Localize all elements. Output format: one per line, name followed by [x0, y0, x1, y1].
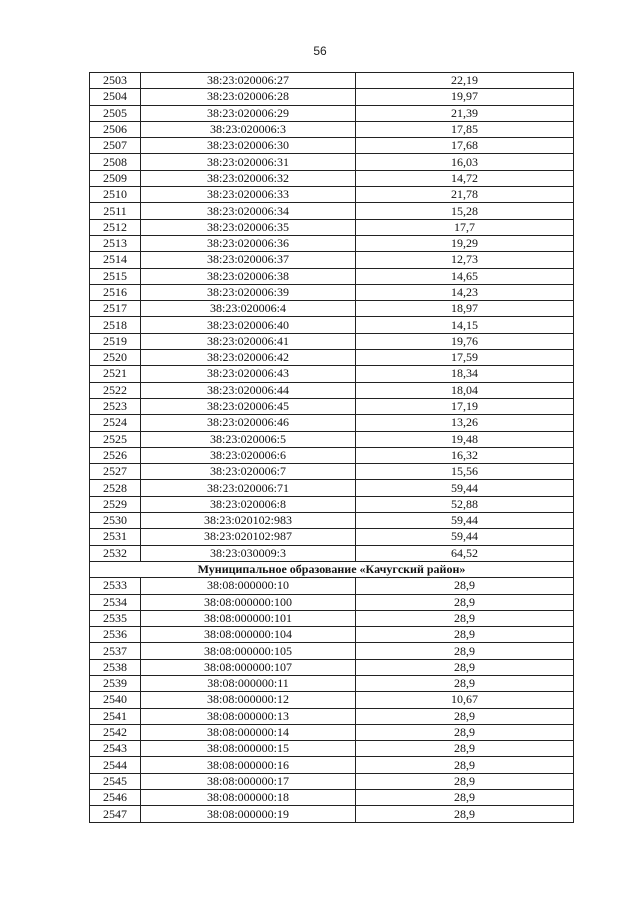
cadastral-number-cell: 38:23:020006:3 — [141, 121, 356, 137]
cadastral-number-cell: 38:23:020006:40 — [141, 317, 356, 333]
table-row — [90, 496, 574, 512]
cadastral-number-cell: 38:08:000000:16 — [141, 757, 356, 773]
cadastral-number-cell: 38:23:020006:71 — [141, 480, 356, 496]
cadastral-number-cell: 38:08:000000:11 — [141, 675, 356, 691]
value-cell: 19,97 — [356, 89, 574, 105]
row-number-cell: 2543 — [90, 741, 141, 757]
cadastral-number-cell: 38:08:000000:104 — [141, 627, 356, 643]
value-cell: 17,19 — [356, 398, 574, 414]
table-row — [90, 284, 574, 300]
table-body-part-1 — [90, 73, 574, 562]
cadastral-number-cell: 38:23:020006:8 — [141, 496, 356, 512]
value-cell: 59,44 — [356, 480, 574, 496]
row-number-cell: 2535 — [90, 610, 141, 626]
row-number-cell: 2519 — [90, 333, 141, 349]
cadastral-number-cell: 38:23:020006:33 — [141, 187, 356, 203]
cadastral-number-cell: 38:08:000000:15 — [141, 741, 356, 757]
value-cell: 17,7 — [356, 219, 574, 235]
value-cell: 21,78 — [356, 187, 574, 203]
cadastral-number-cell: 38:23:020006:43 — [141, 366, 356, 382]
row-number-cell: 2542 — [90, 724, 141, 740]
value-cell: 59,44 — [356, 529, 574, 545]
table-row — [90, 235, 574, 251]
value-cell: 14,65 — [356, 268, 574, 284]
row-number-cell: 2533 — [90, 578, 141, 594]
cadastral-value-table — [89, 72, 574, 823]
row-number-cell: 2513 — [90, 235, 141, 251]
cadastral-number-cell: 38:08:000000:14 — [141, 724, 356, 740]
cadastral-number-cell: 38:23:020006:37 — [141, 252, 356, 268]
value-cell: 17,59 — [356, 350, 574, 366]
row-number-cell: 2537 — [90, 643, 141, 659]
value-cell: 28,9 — [356, 806, 574, 822]
row-number-cell: 2503 — [90, 73, 141, 89]
row-number-cell: 2528 — [90, 480, 141, 496]
value-cell: 19,29 — [356, 235, 574, 251]
value-cell: 28,9 — [356, 757, 574, 773]
row-number-cell: 2510 — [90, 187, 141, 203]
table-row — [90, 398, 574, 414]
value-cell: 21,39 — [356, 105, 574, 121]
cadastral-number-cell: 38:23:020006:28 — [141, 89, 356, 105]
table-row — [90, 513, 574, 529]
row-number-cell: 2514 — [90, 252, 141, 268]
table-row — [90, 431, 574, 447]
cadastral-number-cell: 38:23:020006:39 — [141, 284, 356, 300]
cadastral-number-cell: 38:23:020006:5 — [141, 431, 356, 447]
cadastral-number-cell: 38:23:020006:32 — [141, 170, 356, 186]
row-number-cell: 2526 — [90, 447, 141, 463]
row-number-cell: 2518 — [90, 317, 141, 333]
row-number-cell: 2529 — [90, 496, 141, 512]
cadastral-number-cell: 38:23:020006:35 — [141, 219, 356, 235]
table-row — [90, 187, 574, 203]
value-cell: 28,9 — [356, 741, 574, 757]
value-cell: 15,56 — [356, 464, 574, 480]
cadastral-number-cell: 38:08:000000:18 — [141, 790, 356, 806]
section-header-group — [90, 561, 574, 577]
table-row — [90, 73, 574, 89]
row-number-cell: 2517 — [90, 301, 141, 317]
section-title: Муниципальное образование «Качугский район» — [90, 561, 574, 577]
row-number-cell: 2539 — [90, 675, 141, 691]
row-number-cell: 2545 — [90, 773, 141, 789]
value-cell: 59,44 — [356, 513, 574, 529]
row-number-cell: 2536 — [90, 627, 141, 643]
cadastral-number-cell: 38:23:020006:36 — [141, 235, 356, 251]
value-cell: 28,9 — [356, 610, 574, 626]
row-number-cell: 2504 — [90, 89, 141, 105]
row-number-cell: 2512 — [90, 219, 141, 235]
value-cell: 28,9 — [356, 578, 574, 594]
row-number-cell: 2540 — [90, 692, 141, 708]
table-body-part-2 — [90, 578, 574, 822]
table-row — [90, 643, 574, 659]
value-cell: 12,73 — [356, 252, 574, 268]
row-number-cell: 2525 — [90, 431, 141, 447]
cadastral-number-cell: 38:08:000000:17 — [141, 773, 356, 789]
table-row — [90, 89, 574, 105]
cadastral-number-cell: 38:23:020006:7 — [141, 464, 356, 480]
table-row — [90, 333, 574, 349]
cadastral-number-cell: 38:23:020102:983 — [141, 513, 356, 529]
table-row — [90, 219, 574, 235]
row-number-cell: 2538 — [90, 659, 141, 675]
row-number-cell: 2530 — [90, 513, 141, 529]
cadastral-number-cell: 38:23:020006:34 — [141, 203, 356, 219]
table-row — [90, 659, 574, 675]
table-row — [90, 154, 574, 170]
value-cell: 28,9 — [356, 708, 574, 724]
row-number-cell: 2524 — [90, 415, 141, 431]
table-row — [90, 366, 574, 382]
table-row — [90, 447, 574, 463]
value-cell: 18,97 — [356, 301, 574, 317]
table-row — [90, 464, 574, 480]
value-cell: 28,9 — [356, 627, 574, 643]
table-row — [90, 545, 574, 561]
cadastral-number-cell: 38:23:020006:44 — [141, 382, 356, 398]
cadastral-number-cell: 38:23:020006:46 — [141, 415, 356, 431]
row-number-cell: 2508 — [90, 154, 141, 170]
cadastral-number-cell: 38:23:020006:45 — [141, 398, 356, 414]
value-cell: 14,72 — [356, 170, 574, 186]
value-cell: 16,03 — [356, 154, 574, 170]
table-row — [90, 203, 574, 219]
value-cell: 18,34 — [356, 366, 574, 382]
cadastral-number-cell: 38:08:000000:10 — [141, 578, 356, 594]
cadastral-number-cell: 38:23:020006:38 — [141, 268, 356, 284]
row-number-cell: 2521 — [90, 366, 141, 382]
row-number-cell: 2531 — [90, 529, 141, 545]
cadastral-number-cell: 38:23:020006:41 — [141, 333, 356, 349]
table-row — [90, 610, 574, 626]
table-row — [90, 480, 574, 496]
cadastral-number-cell: 38:23:020006:29 — [141, 105, 356, 121]
row-number-cell: 2527 — [90, 464, 141, 480]
table-row — [90, 773, 574, 789]
value-cell: 52,88 — [356, 496, 574, 512]
table-row — [90, 675, 574, 691]
row-number-cell: 2511 — [90, 203, 141, 219]
row-number-cell: 2515 — [90, 268, 141, 284]
value-cell: 28,9 — [356, 675, 574, 691]
table-row — [90, 252, 574, 268]
cadastral-number-cell: 38:23:020006:4 — [141, 301, 356, 317]
table-row — [90, 415, 574, 431]
row-number-cell: 2516 — [90, 284, 141, 300]
table-row — [90, 170, 574, 186]
cadastral-number-cell: 38:23:020006:6 — [141, 447, 356, 463]
row-number-cell: 2506 — [90, 121, 141, 137]
value-cell: 16,32 — [356, 447, 574, 463]
value-cell: 14,15 — [356, 317, 574, 333]
value-cell: 28,9 — [356, 773, 574, 789]
value-cell: 10,67 — [356, 692, 574, 708]
value-cell: 64,52 — [356, 545, 574, 561]
cadastral-number-cell: 38:08:000000:105 — [141, 643, 356, 659]
row-number-cell: 2523 — [90, 398, 141, 414]
row-number-cell: 2534 — [90, 594, 141, 610]
table-row — [90, 350, 574, 366]
row-number-cell: 2544 — [90, 757, 141, 773]
table-row — [90, 806, 574, 822]
value-cell: 17,85 — [356, 121, 574, 137]
table-row — [90, 627, 574, 643]
row-number-cell: 2532 — [90, 545, 141, 561]
value-cell: 28,9 — [356, 659, 574, 675]
value-cell: 17,68 — [356, 138, 574, 154]
table-row — [90, 724, 574, 740]
row-number-cell: 2547 — [90, 806, 141, 822]
value-cell: 28,9 — [356, 643, 574, 659]
page-number: 56 — [313, 44, 327, 58]
cadastral-number-cell: 38:08:000000:107 — [141, 659, 356, 675]
table-row — [90, 121, 574, 137]
table-row — [90, 578, 574, 594]
cadastral-number-cell: 38:23:020006:30 — [141, 138, 356, 154]
value-cell: 28,9 — [356, 594, 574, 610]
value-cell: 13,26 — [356, 415, 574, 431]
value-cell: 18,04 — [356, 382, 574, 398]
table-row — [90, 757, 574, 773]
table-row — [90, 594, 574, 610]
row-number-cell: 2505 — [90, 105, 141, 121]
table-row — [90, 382, 574, 398]
cadastral-number-cell: 38:08:000000:19 — [141, 806, 356, 822]
row-number-cell: 2546 — [90, 790, 141, 806]
row-number-cell: 2520 — [90, 350, 141, 366]
table-row — [90, 790, 574, 806]
table-row — [90, 741, 574, 757]
table-row — [90, 301, 574, 317]
section-header-row — [90, 561, 574, 577]
table-row — [90, 138, 574, 154]
row-number-cell: 2507 — [90, 138, 141, 154]
row-number-cell: 2522 — [90, 382, 141, 398]
cadastral-number-cell: 38:23:020102:987 — [141, 529, 356, 545]
cadastral-number-cell: 38:23:030009:3 — [141, 545, 356, 561]
cadastral-number-cell: 38:08:000000:13 — [141, 708, 356, 724]
cadastral-number-cell: 38:08:000000:100 — [141, 594, 356, 610]
row-number-cell: 2541 — [90, 708, 141, 724]
table-row — [90, 708, 574, 724]
table-row — [90, 317, 574, 333]
row-number-cell: 2509 — [90, 170, 141, 186]
value-cell: 22,19 — [356, 73, 574, 89]
table-row — [90, 692, 574, 708]
cadastral-number-cell: 38:23:020006:42 — [141, 350, 356, 366]
value-cell: 28,9 — [356, 724, 574, 740]
cadastral-number-cell: 38:08:000000:12 — [141, 692, 356, 708]
value-cell: 15,28 — [356, 203, 574, 219]
table-row — [90, 529, 574, 545]
cadastral-number-cell: 38:08:000000:101 — [141, 610, 356, 626]
value-cell: 14,23 — [356, 284, 574, 300]
cadastral-number-cell: 38:23:020006:27 — [141, 73, 356, 89]
value-cell: 19,76 — [356, 333, 574, 349]
table-row — [90, 105, 574, 121]
cadastral-number-cell: 38:23:020006:31 — [141, 154, 356, 170]
value-cell: 19,48 — [356, 431, 574, 447]
value-cell: 28,9 — [356, 790, 574, 806]
table-row — [90, 268, 574, 284]
